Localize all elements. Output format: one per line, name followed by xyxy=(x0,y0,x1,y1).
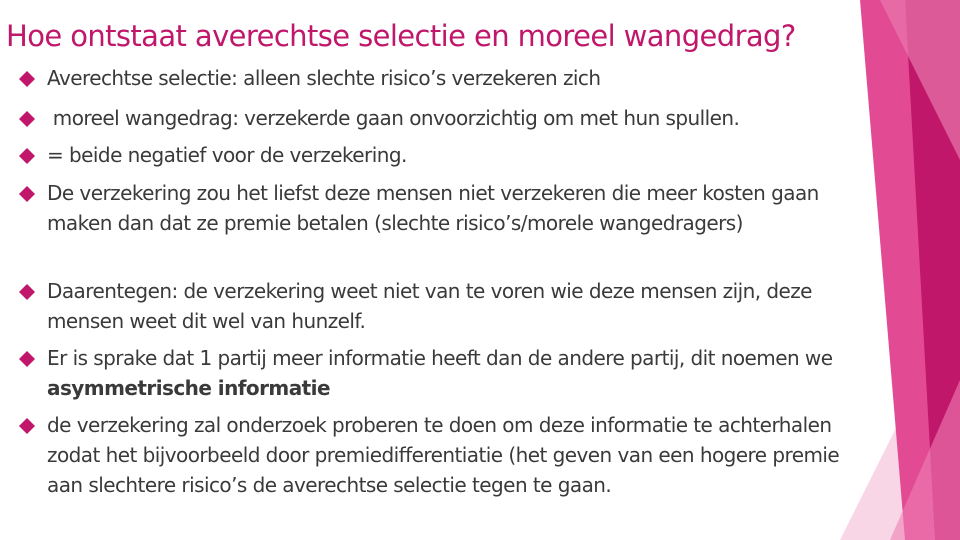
diamond-bullet-icon xyxy=(19,284,35,300)
diamond-bullet-icon xyxy=(19,111,35,127)
bullet-text: De verzekering zou het liefst deze mensen niet verzekeren die meer kosten gaan maken dan dat ze premie betalen (slechte risico’s/morele wangedragers) xyxy=(47,181,819,235)
bullet-text: = beide negatief voor de verzekering. xyxy=(47,143,407,167)
bullet-text-bold: asymmetrische informatie xyxy=(47,376,331,400)
bullet-text: moreel wangedrag: verzekerde gaan onvoorzichtig om met hun spullen. xyxy=(47,106,740,130)
diamond-bullet-icon xyxy=(19,418,35,434)
bullet-text xyxy=(47,343,867,403)
diamond-bullet-icon xyxy=(19,71,35,87)
diamond-bullet-icon xyxy=(19,186,35,202)
diamond-bullet-icon xyxy=(19,351,35,367)
diamond-bullet-icon xyxy=(19,148,35,164)
bullet-text: Daarentegen: de verzekering weet niet van te voren wie deze mensen zijn, deze mensen weet dit wel van hunzelf. xyxy=(47,279,812,333)
slide-title: Hoe ontstaat averechtse selectie en moreel wangedrag? xyxy=(6,19,796,53)
bullet-text-plain: Er is sprake dat 1 partij meer informatie heeft dan de andere partij, dit noemen we xyxy=(47,346,833,370)
bullet-text: Averechtse selectie: alleen slechte risico’s verzekeren zich xyxy=(47,66,601,90)
bullet-text: de verzekering zal onderzoek proberen te doen om deze informatie te achterhalen zodat het bijvoorbeeld door premiedifferentiatie (het geven van een hogere premie aan slechtere risico’s de averechtse selectie tegen te gaan. xyxy=(47,413,840,497)
